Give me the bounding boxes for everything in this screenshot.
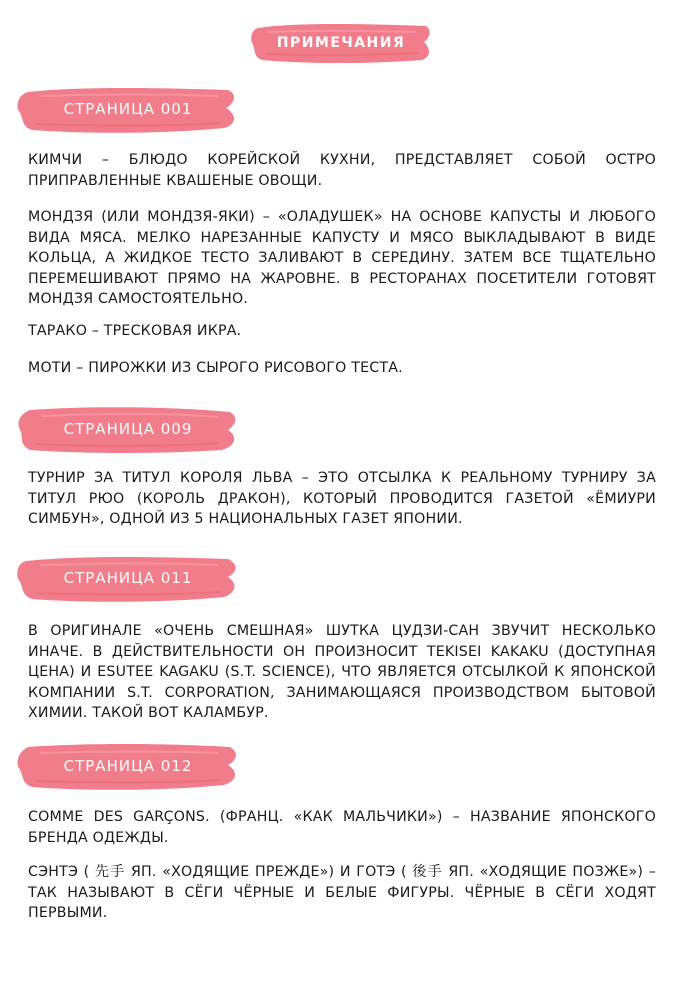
section-label: СТРАНИЦА 009	[63, 420, 193, 438]
note-paragraph: COMME DES GARÇONS. (ФРАНЦ. «КАК МАЛЬЧИКИ») – НАЗВАНИЕ ЯПОНСКОГО БРЕНДА ОДЕЖДЫ.	[28, 809, 656, 846]
note-paragraph: ТАРАКО – ТРЕСКОВАЯ ИКРА.	[28, 323, 242, 339]
section-label: СТРАНИЦА 011	[63, 569, 193, 587]
section-banner-page-011	[14, 549, 242, 607]
section-banner-page-001	[14, 80, 242, 138]
section-banner-page-012	[14, 737, 242, 795]
page-title-banner	[248, 20, 434, 66]
section-label: СТРАНИЦА 001	[63, 100, 193, 118]
note-paragraph: МОТИ – ПИРОЖКИ ИЗ СЫРОГО РИСОВОГО ТЕСТА.	[28, 360, 403, 376]
section-banner-page-009	[14, 400, 242, 458]
note-paragraph: ТУРНИР ЗА ТИТУЛ КОРОЛЯ ЛЬВА – ЭТО ОТСЫЛКА К РЕАЛЬНОМУ ТУРНИРУ ЗА ТИТУЛ РЮО (КОРОЛЬ ДРАКОН), КОТОРЫЙ ПРОВОДИТСЯ ГАЗЕТОЙ «ЁМИУРИ СИМБУН», ОДНОЙ ИЗ 5 НАЦИОНАЛЬНЫХ ГАЗЕТ ЯПОНИИ.	[28, 470, 656, 527]
note-paragraph: КИМЧИ – БЛЮДО КОРЕЙСКОЙ КУХНИ, ПРЕДСТАВЛЯЕТ СОБОЙ ОСТРО ПРИПРАВЛЕННЫЕ КВАШЕНЫЕ ОВОЩИ.	[28, 152, 656, 189]
note-paragraph: В ОРИГИНАЛЕ «ОЧЕНЬ СМЕШНАЯ» ШУТКА ЦУДЗИ-САН ЗВУЧИТ НЕСКОЛЬКО ИНАЧЕ. В ДЕЙСТВИТЕЛЬНОСТИ ОН ПРОИЗНОСИТ TEKISEI KAKAKU (ДОСТУПНАЯ ЦЕНА) И ESUTEE KAGAKU (S.T. SCIENCE), ЧТО ЯВЛЯЕТСЯ ОТСЫЛКОЙ К ЯПОНСКОЙ КОМПАНИИ S.T. CORPORATION, ЗАНИМАЮЩАЯСЯ ПРОИЗВОДСТВОМ БЫТОВОЙ ХИМИИ. ТАКОЙ ВОТ КАЛАМБУР.	[28, 623, 656, 721]
note-paragraph: МОНДЗЯ (ИЛИ МОНДЗЯ-ЯКИ) – «ОЛАДУШЕК» НА ОСНОВЕ КАПУСТЫ И ЛЮБОГО ВИДА МЯСА. МЕЛКО НАРЕЗАННЫЕ КАПУСТУ И МЯСО ВЫКЛАДЫВАЮТ В ВИДЕ КОЛЬЦА, А ЖИДКОЕ ТЕСТО ЗАЛИВАЮТ В СЕРЕДИНУ. ЗАТЕМ ВСЕ ТЩАТЕЛЬНО ПЕРЕМЕШИВАЮТ ПРЯМО НА ЖАРОВНЕ. В РЕСТОРАНАХ ПОСЕТИТЕЛИ ГОТОВЯТ МОНДЗЯ САМОСТОЯТЕЛЬНО.	[28, 209, 656, 307]
page-title: ПРИМЕЧАНИЯ	[276, 35, 406, 51]
note-paragraph: СЭНТЭ ( 先手 ЯП. «ХОДЯЩИЕ ПРЕЖДЕ») И ГОТЭ ( 後手 ЯП. «ХОДЯЩИЕ ПОЗЖЕ») – ТАК НАЗЫВАЮТ В СЁГИ ЧЁРНЫЕ И БЕЛЫЕ ФИГУРЫ. ЧЁРНЫЕ В СЁГИ ХОДЯТ ПЕРВЫМИ.	[28, 864, 656, 921]
section-label: СТРАНИЦА 012	[63, 757, 193, 775]
